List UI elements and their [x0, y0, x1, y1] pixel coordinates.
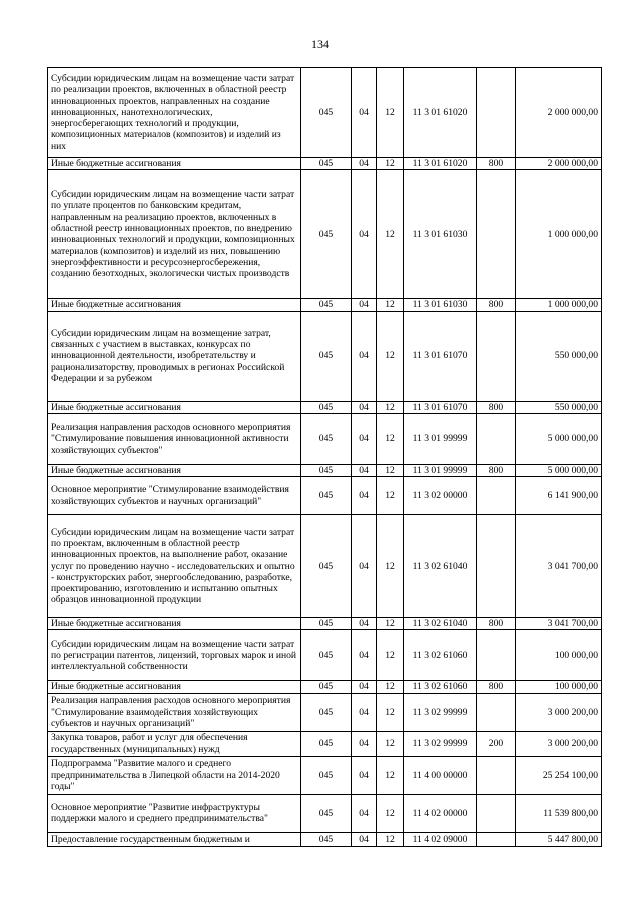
- expense-type-code: 200: [477, 731, 516, 756]
- target-code: 11 3 01 99999: [404, 464, 477, 476]
- amount: 100 000,00: [516, 681, 602, 693]
- section-code: 04: [352, 515, 377, 618]
- subsection-code: 12: [377, 413, 404, 464]
- table-row: [48, 477, 602, 515]
- subsection-code: 12: [377, 693, 404, 731]
- section-code: 04: [352, 413, 377, 464]
- table-row: [48, 681, 602, 693]
- row-description: Предоставление государственным бюджетным и: [48, 832, 301, 846]
- target-code: 11 3 01 61070: [404, 311, 477, 401]
- target-code: 11 3 01 61020: [404, 68, 477, 158]
- expense-type-code: [477, 794, 516, 832]
- target-code: 11 4 02 09000: [404, 832, 477, 846]
- ministry-code: 045: [301, 464, 352, 476]
- amount: 3 000 200,00: [516, 731, 602, 756]
- expense-type-code: 800: [477, 158, 516, 170]
- row-description: Иные бюджетные ассигнования: [48, 464, 301, 476]
- ministry-code: 045: [301, 794, 352, 832]
- row-description: Субсидии юридическим лицам на возмещение части затрат по регистрации патентов, лицензий, торговых марок и иной интеллектуальной собственности: [48, 630, 301, 681]
- subsection-code: 12: [377, 464, 404, 476]
- subsection-code: 12: [377, 756, 404, 794]
- section-code: 04: [352, 170, 377, 299]
- section-code: 04: [352, 832, 377, 846]
- row-description: Основное мероприятие "Развитие инфраструктуры поддержки малого и среднего предпринимательства": [48, 794, 301, 832]
- ministry-code: 045: [301, 630, 352, 681]
- table-row: [48, 401, 602, 413]
- ministry-code: 045: [301, 158, 352, 170]
- ministry-code: 045: [301, 832, 352, 846]
- section-code: 04: [352, 158, 377, 170]
- expense-type-code: [477, 515, 516, 618]
- subsection-code: 12: [377, 158, 404, 170]
- amount: 550 000,00: [516, 401, 602, 413]
- row-description: Субсидии юридическим лицам на возмещение части затрат по уплате процентов по банковским кредитам, направленным на реализацию проектов, включенных в областной реестр инновационных проектов, по внедрению инновационных технологий и продукции, композиционных материалов (композитов) и изделий из них, повышению энергоэффективности и ресурсоэнергосбережения, созданию безотходных, экологически чистых производств: [48, 170, 301, 299]
- target-code: 11 3 01 61070: [404, 401, 477, 413]
- expense-type-code: [477, 413, 516, 464]
- section-code: 04: [352, 401, 377, 413]
- table-row: [48, 794, 602, 832]
- ministry-code: 045: [301, 413, 352, 464]
- table-row: [48, 299, 602, 311]
- amount: 5 000 000,00: [516, 413, 602, 464]
- subsection-code: 12: [377, 681, 404, 693]
- section-code: 04: [352, 464, 377, 476]
- table-row: [48, 515, 602, 618]
- row-description: Субсидии юридическим лицам на возмещение затрат, связанных с участием в выставках, конкурсах по инновационной деятельности, изобретательству и рационализаторству, проводимых в регионах Российской Федерации и за рубежом: [48, 311, 301, 401]
- section-code: 04: [352, 299, 377, 311]
- target-code: 11 3 02 61040: [404, 515, 477, 618]
- amount: 25 254 100,00: [516, 756, 602, 794]
- target-code: 11 4 00 00000: [404, 756, 477, 794]
- subsection-code: 12: [377, 401, 404, 413]
- ministry-code: 045: [301, 681, 352, 693]
- subsection-code: 12: [377, 170, 404, 299]
- expense-type-code: [477, 630, 516, 681]
- target-code: 11 3 02 99999: [404, 731, 477, 756]
- table-body: [48, 68, 602, 847]
- amount: 6 141 900,00: [516, 477, 602, 515]
- expense-type-code: [477, 756, 516, 794]
- target-code: 11 3 02 99999: [404, 693, 477, 731]
- ministry-code: 045: [301, 311, 352, 401]
- section-code: 04: [352, 693, 377, 731]
- row-description: Иные бюджетные ассигнования: [48, 681, 301, 693]
- subsection-code: 12: [377, 618, 404, 630]
- amount: 1 000 000,00: [516, 299, 602, 311]
- row-description: Иные бюджетные ассигнования: [48, 158, 301, 170]
- table-row: [48, 413, 602, 464]
- subsection-code: 12: [377, 477, 404, 515]
- section-code: 04: [352, 68, 377, 158]
- ministry-code: 045: [301, 170, 352, 299]
- target-code: 11 3 01 61020: [404, 158, 477, 170]
- amount: 11 539 800,00: [516, 794, 602, 832]
- expense-type-code: 800: [477, 299, 516, 311]
- row-description: Иные бюджетные ассигнования: [48, 401, 301, 413]
- amount: 3 041 700,00: [516, 618, 602, 630]
- amount: 3 041 700,00: [516, 515, 602, 618]
- table-row: [48, 170, 602, 299]
- amount: 550 000,00: [516, 311, 602, 401]
- expense-type-code: [477, 311, 516, 401]
- ministry-code: 045: [301, 515, 352, 618]
- budget-table: [47, 67, 602, 847]
- subsection-code: 12: [377, 794, 404, 832]
- table-row: [48, 756, 602, 794]
- section-code: 04: [352, 477, 377, 515]
- amount: 1 000 000,00: [516, 170, 602, 299]
- subsection-code: 12: [377, 299, 404, 311]
- section-code: 04: [352, 731, 377, 756]
- target-code: 11 3 01 61030: [404, 170, 477, 299]
- ministry-code: 045: [301, 401, 352, 413]
- ministry-code: 045: [301, 731, 352, 756]
- target-code: 11 4 02 00000: [404, 794, 477, 832]
- table-row: [48, 630, 602, 681]
- table-row: [48, 68, 602, 158]
- section-code: 04: [352, 681, 377, 693]
- row-description: Реализация направления расходов основного мероприятия "Стимулирование повышения инновационной активности хозяйствующих субъектов": [48, 413, 301, 464]
- section-code: 04: [352, 756, 377, 794]
- target-code: 11 3 02 61060: [404, 630, 477, 681]
- ministry-code: 045: [301, 68, 352, 158]
- target-code: 11 3 01 99999: [404, 413, 477, 464]
- row-description: Основное мероприятие "Стимулирование взаимодействия хозяйствующих субъектов и научных организаций": [48, 477, 301, 515]
- expense-type-code: 800: [477, 401, 516, 413]
- table-row: [48, 731, 602, 756]
- expense-type-code: [477, 693, 516, 731]
- ministry-code: 045: [301, 693, 352, 731]
- amount: 5 000 000,00: [516, 464, 602, 476]
- expense-type-code: [477, 68, 516, 158]
- section-code: 04: [352, 311, 377, 401]
- ministry-code: 045: [301, 477, 352, 515]
- target-code: 11 3 02 61040: [404, 618, 477, 630]
- ministry-code: 045: [301, 756, 352, 794]
- subsection-code: 12: [377, 68, 404, 158]
- row-description: Иные бюджетные ассигнования: [48, 299, 301, 311]
- subsection-code: 12: [377, 630, 404, 681]
- target-code: 11 3 02 00000: [404, 477, 477, 515]
- expense-type-code: [477, 170, 516, 299]
- amount: 2 000 000,00: [516, 68, 602, 158]
- page-number: 134: [311, 37, 329, 51]
- amount: 3 000 200,00: [516, 693, 602, 731]
- subsection-code: 12: [377, 832, 404, 846]
- table-row: [48, 464, 602, 476]
- row-description: Закупка товаров, работ и услуг для обеспечения государственных (муниципальных) нужд: [48, 731, 301, 756]
- section-code: 04: [352, 794, 377, 832]
- target-code: 11 3 01 61030: [404, 299, 477, 311]
- section-code: 04: [352, 618, 377, 630]
- row-description: Иные бюджетные ассигнования: [48, 618, 301, 630]
- subsection-code: 12: [377, 515, 404, 618]
- expense-type-code: 800: [477, 464, 516, 476]
- section-code: 04: [352, 630, 377, 681]
- table-row: [48, 618, 602, 630]
- table-row: [48, 158, 602, 170]
- table-row: [48, 693, 602, 731]
- expense-type-code: [477, 477, 516, 515]
- row-description: Подпрограмма "Развитие малого и среднего предпринимательства в Липецкой области на 2014-2020 годы": [48, 756, 301, 794]
- expense-type-code: 800: [477, 618, 516, 630]
- expense-type-code: 800: [477, 681, 516, 693]
- ministry-code: 045: [301, 618, 352, 630]
- expense-type-code: [477, 832, 516, 846]
- target-code: 11 3 02 61060: [404, 681, 477, 693]
- subsection-code: 12: [377, 731, 404, 756]
- table-row: [48, 311, 602, 401]
- amount: 5 447 800,00: [516, 832, 602, 846]
- subsection-code: 12: [377, 311, 404, 401]
- row-description: Субсидии юридическим лицам на возмещение части затрат по реализации проектов, включенных в областной реестр инновационных проектов, направленных на создание инновационных, нанотехнологических, энергосберегающих технологий и продукции, композиционных материалов (композитов) и изделий из них: [48, 68, 301, 158]
- amount: 100 000,00: [516, 630, 602, 681]
- amount: 2 000 000,00: [516, 158, 602, 170]
- table-row: [48, 832, 602, 846]
- ministry-code: 045: [301, 299, 352, 311]
- row-description: Субсидии юридическим лицам на возмещение части затрат по проектам, включенным в областной реестр инновационных проектов, на выполнение работ, оказание услуг по проведению научно - исследовательских и опытно - конструкторских работ, энергообследованию, разработке, проектированию, изготовлению и испытанию опытных образцов инновационной продукции: [48, 515, 301, 618]
- row-description: Реализация направления расходов основного мероприятия "Стимулирование взаимодействия хозяйствующих субъектов и научных организаций": [48, 693, 301, 731]
